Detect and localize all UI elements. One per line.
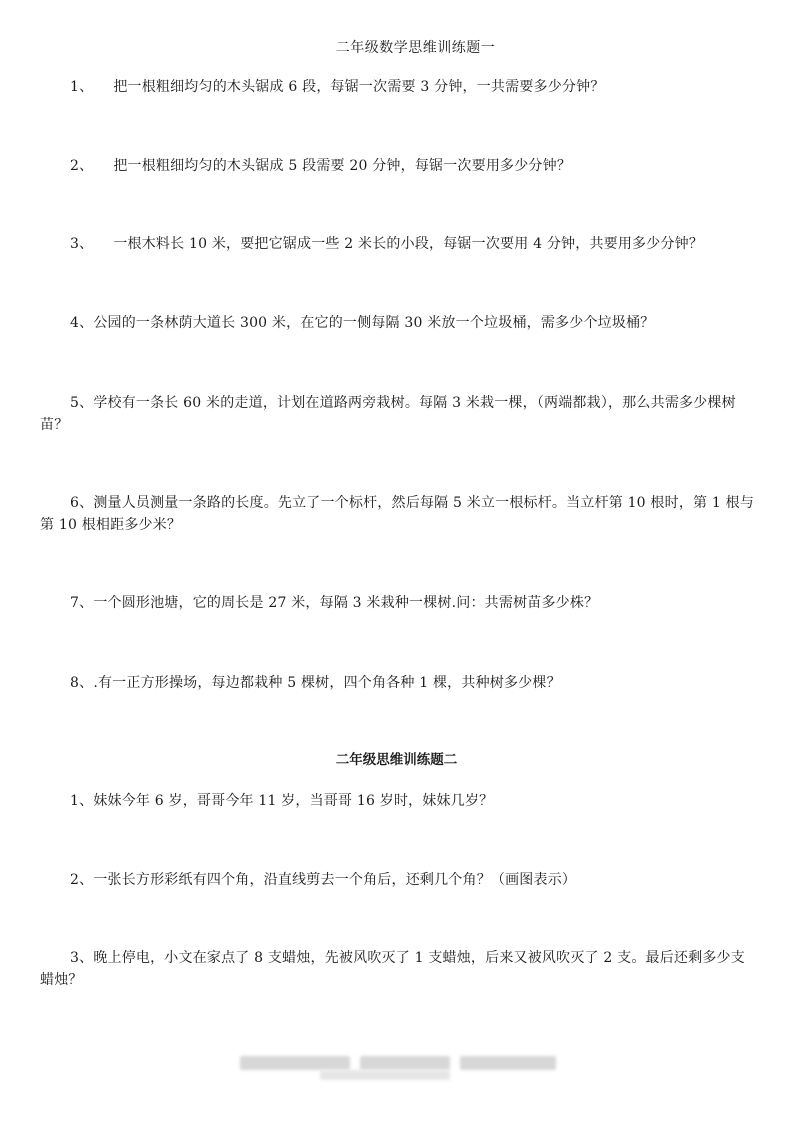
question-text: 学校有一条长 60 米的走道，计划在道路两旁栽树。每隔 3 米栽一棵，（两端都栽），那么共需多少棵树苗？ bbox=[40, 395, 736, 433]
question-text: 一根木料长 10 米，要把它锯成一些 2 米长的小段，每锯一次要用 4 分钟，共要用多少分钟？ bbox=[113, 236, 704, 252]
question-number: 5、 bbox=[70, 395, 94, 411]
question-number: 7、 bbox=[70, 595, 94, 611]
question-text: 晚上停电，小文在家点了 8 支蜡烛，先被风吹灭了 1 支蜡烛，后来又被风吹灭了 2 支。最后还剩多少支蜡烛？ bbox=[40, 950, 745, 988]
question-number: 8、 bbox=[70, 675, 94, 691]
question-1-6 bbox=[40, 492, 758, 536]
question-1-5 bbox=[40, 392, 758, 436]
question-2-2 bbox=[40, 869, 758, 891]
blurred-footer-watermark bbox=[240, 1056, 556, 1084]
question-text: 把一根粗细均匀的木头锯成 6 段，每锯一次需要 3 分钟，一共需要多少分钟？ bbox=[113, 79, 605, 95]
question-text: .有一正方形操场，每边都栽种 5 棵树，四个角各种 1 棵，共种树多少棵？ bbox=[93, 675, 561, 691]
question-text: 一张长方形彩纸有四个角，沿直线剪去一个角后，还剩几个角？（画图表示） bbox=[93, 872, 577, 888]
question-2-1 bbox=[40, 790, 758, 812]
question-number: 6、 bbox=[70, 495, 94, 511]
section2-title: 二年级思维训练题二 bbox=[335, 752, 458, 768]
question-1-2 bbox=[40, 155, 758, 177]
question-text: 公园的一条林荫大道长 300 米，在它的一侧每隔 30 米放一个垃圾桶，需多少个垃圾桶？ bbox=[93, 315, 655, 331]
section1-title: 二年级数学思维训练题一 bbox=[335, 40, 496, 56]
question-text: 测量人员测量一条路的长度。先立了一个标杆，然后每隔 5 米立一根标杆。当立杆第 10 根时，第 1 根与第 10 根相距多少米？ bbox=[40, 495, 755, 533]
question-1-8 bbox=[40, 672, 758, 694]
question-number: 3、 bbox=[70, 950, 94, 966]
question-2-3 bbox=[40, 947, 758, 991]
question-number: 2、 bbox=[70, 158, 94, 174]
question-1-4 bbox=[40, 312, 758, 334]
question-number: 3、 bbox=[70, 236, 94, 252]
question-number: 1、 bbox=[70, 79, 94, 95]
question-number: 2、 bbox=[70, 872, 94, 888]
question-text: 一个圆形池塘，它的周长是 27 米，每隔 3 米栽种一棵树.问：共需树苗多少株？ bbox=[93, 595, 599, 611]
question-number: 4、 bbox=[70, 315, 94, 331]
question-text: 妹妹今年 6 岁，哥哥今年 11 岁，当哥哥 16 岁时，妹妹几岁？ bbox=[93, 793, 494, 809]
question-text: 把一根粗细均匀的木头锯成 5 段需要 20 分钟，每锯一次要用多少分钟？ bbox=[113, 158, 572, 174]
question-1-1 bbox=[40, 76, 758, 98]
question-1-3 bbox=[40, 233, 758, 255]
question-1-7 bbox=[40, 592, 758, 614]
question-number: 1、 bbox=[70, 793, 94, 809]
